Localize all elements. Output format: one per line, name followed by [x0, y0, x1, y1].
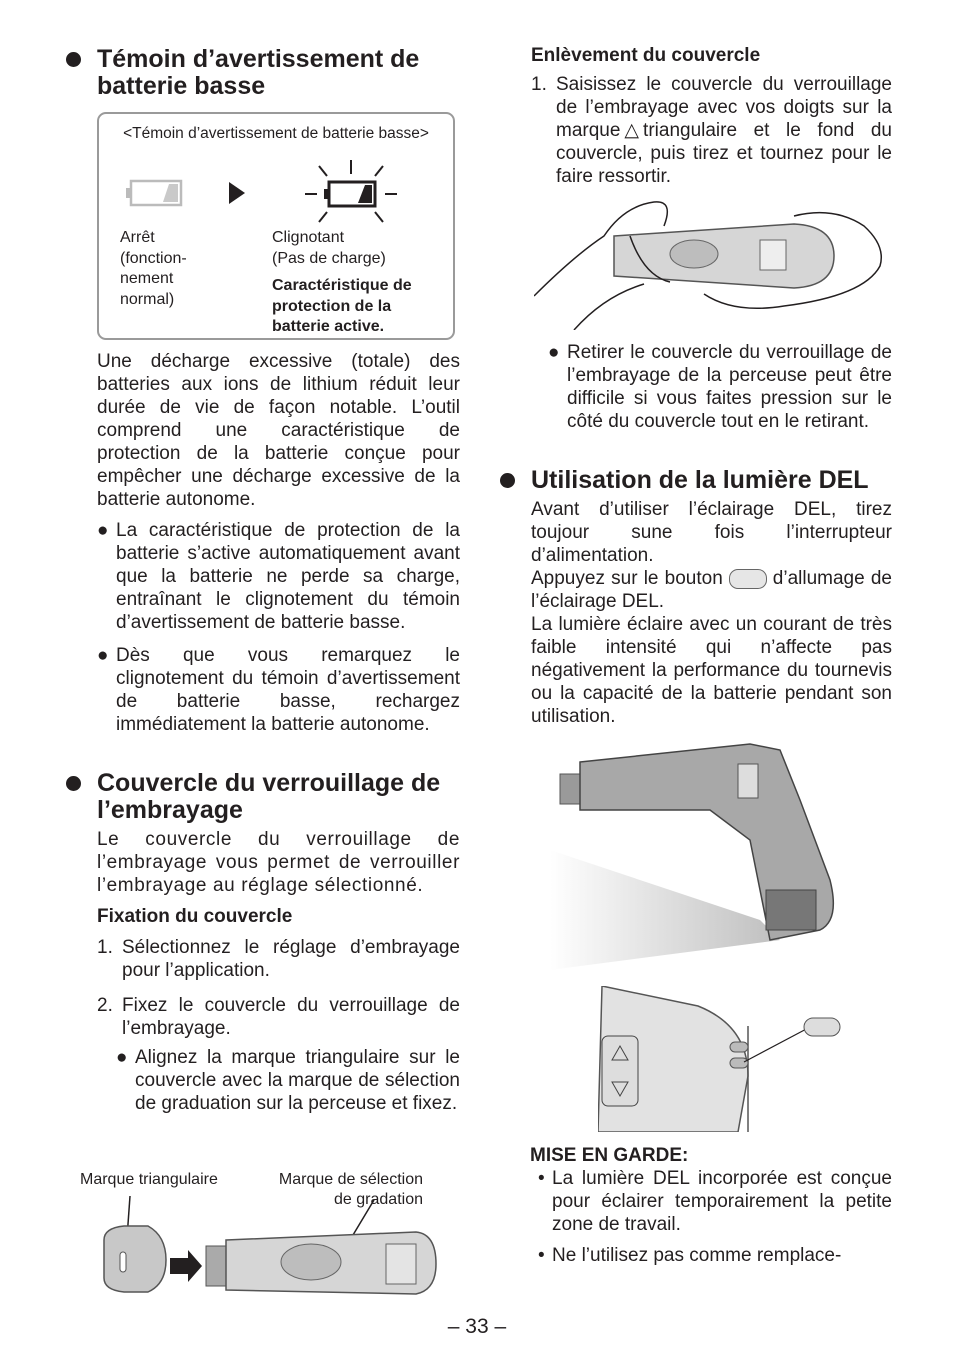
step-2-bullet: ● Alignez la marque triangulaire sur le couvercle avec la marque de sélection de graduation sur la perceuse et fixez. — [116, 1047, 460, 1114]
right-text-3 — [498, 467, 892, 728]
paragraph-battery: Une décharge excessive (totale) des batteries aux ions de lithium réduit leur durée de vie de façon notable. L’outil comprend une caractéristique de protection de la batterie conçue pour empêcher une décharge excessive de la batterie autonome. — [97, 351, 460, 510]
subheading-remove: Enlèvement du couvercle — [531, 45, 761, 66]
left-text-2 — [64, 770, 460, 1115]
low-battery-figure — [97, 112, 455, 340]
heading-bullet-icon — [500, 473, 515, 488]
blink-label: Clignotant (Pas de charge) — [272, 229, 386, 267]
right-text-1 — [498, 44, 892, 188]
caution-section — [498, 1144, 892, 1267]
paragraph-led-2: Appuyez sur le bouton d’allumage de l’éclairage DEL. — [531, 568, 892, 612]
caution-item: • Ne l’utilisez pas comme remplace- — [538, 1245, 842, 1266]
step-2: 2. Fixez le couvercle du verrouillage de l’embrayage. — [97, 995, 460, 1039]
heading-bullet-icon — [66, 776, 81, 791]
subheading-attach: Fixation du couvercle — [97, 906, 293, 927]
bullet-item: ● Retirer le couvercle du verrouillage de l’embrayage de la perceuse peut être difficile si vous faites pression sur le côté du couvercle tout en le retirant. — [548, 342, 892, 432]
caution-item: • La lumière DEL incorporée est conçue pour éclairer temporairement la petite zone de travail. — [538, 1168, 892, 1235]
cover-remove-illustration — [534, 196, 886, 330]
caution-heading: MISE EN GARDE: — [530, 1145, 689, 1166]
battery-blinking-icon — [303, 158, 399, 230]
left-text-1 — [64, 350, 460, 736]
page-number: – 33 – — [447, 1315, 507, 1338]
remove-step-1: 1. Saisissez le couvercle du verrouillage de l’embrayage avec vos doigts sur la marque △ triangulaire et le fond du couvercle, puis tirez et tournez pour le faire ressortir. — [531, 74, 892, 187]
triangle-mark-icon: △ — [624, 120, 640, 141]
cover-attach-illustration — [96, 1190, 441, 1298]
heading-bullet-icon — [66, 52, 81, 67]
paragraph-led-1: Avant d’utiliser l’éclairage DEL, tirez toujour sune fois l’interrupteur d’alimentation. — [531, 499, 892, 566]
drill-led-illustration — [550, 740, 840, 970]
fig-label-gradation: Marque de sélection de gradation — [278, 1171, 423, 1208]
figure-caption: <Témoin d’avertissement de batterie basse> — [123, 125, 429, 142]
heading-clutch-cover: Couvercle du verrouillage de l’embrayage — [64, 770, 493, 824]
blink-bold-label: Caractéristique de protection de la batterie active. — [272, 277, 412, 335]
led-button-icon — [729, 569, 767, 589]
battery-off-icon — [125, 178, 185, 210]
right-text-2 — [498, 341, 892, 433]
fig-label-triangle: Marque triangulaire — [80, 1171, 218, 1188]
off-label: Arrêt (fonction- nement normal) — [120, 229, 187, 308]
arrow-right-icon — [227, 180, 247, 206]
paragraph-clutch: Le couvercle du verrouillage de l’embrayage vous permet de verrouiller l’embrayage au réglage sélectionné. — [97, 829, 460, 896]
bullet-item: ● Dès que vous remarquez le clignotement du témoin d’avertissement de batterie basse, rechargez immédiatement la batterie autonome. — [97, 645, 460, 735]
heading-led: Utilisation de la lumière DEL — [498, 467, 925, 494]
heading-low-battery: Témoin d’avertissement de batterie basse — [64, 46, 493, 100]
led-button-closeup — [598, 986, 844, 1132]
step-1: 1. Sélectionnez le réglage d’embrayage pour l’application. — [97, 937, 460, 981]
bullet-item: ● La caractéristique de protection de la batterie s’active automatiquement avant que la batterie ne perde sa charge, entraînant le clignotement du témoin d’avertissement de batterie basse. — [97, 520, 460, 633]
paragraph-led-3: La lumière éclaire avec un courant de très faible intensité qui n’affecte pas négativement la performance du tournevis ou la capacité de la batterie pendant son utilisation. — [531, 614, 892, 727]
